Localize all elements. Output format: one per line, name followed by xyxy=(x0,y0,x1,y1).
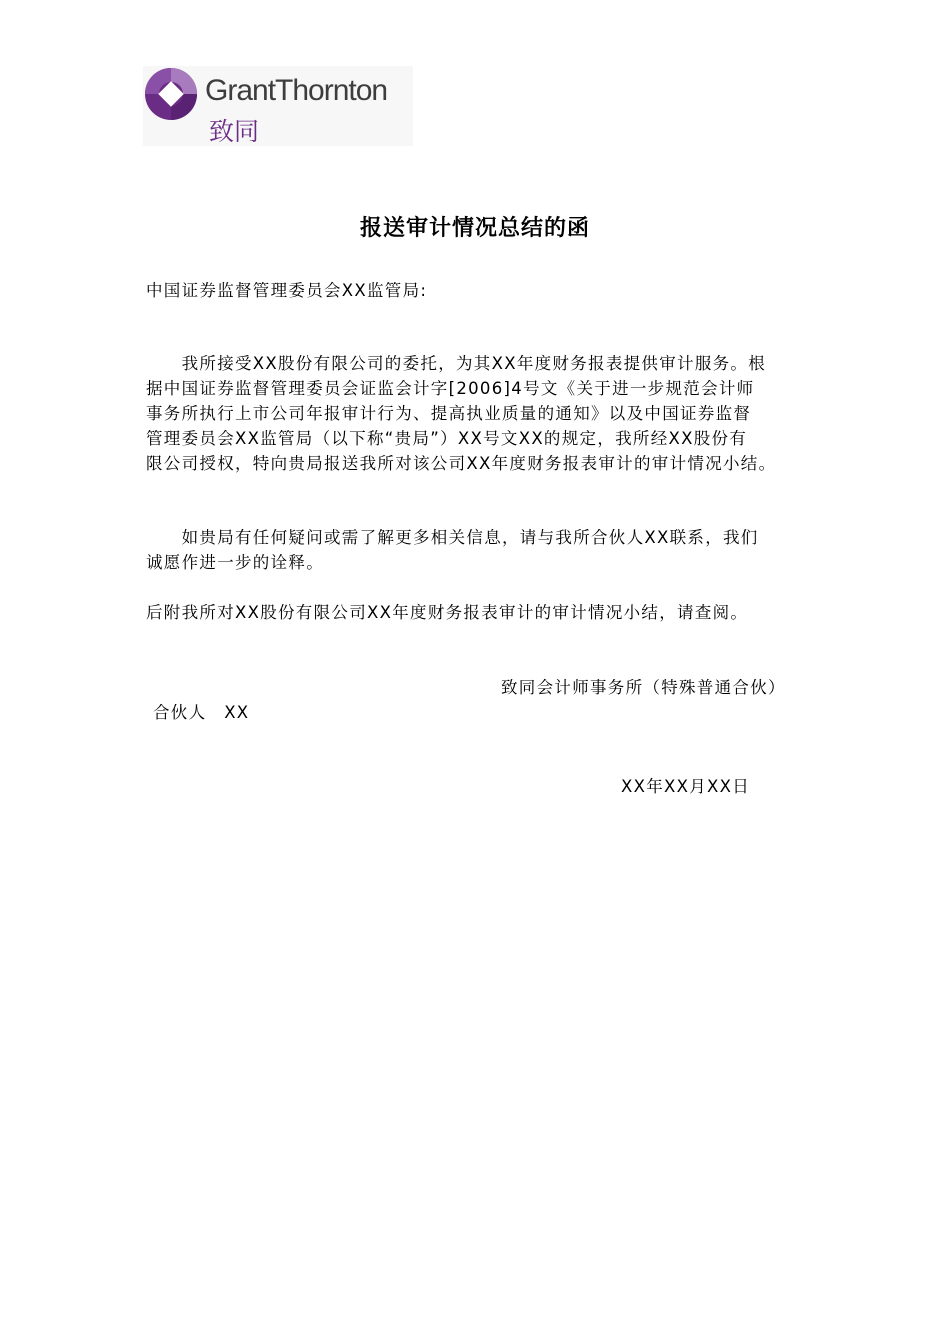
signature-date: XX年XX月XX日 xyxy=(621,777,751,796)
paragraph-line: 管理委员会XX监管局（以下称“贵局”）XX号文XX的规定，我所经XX股份有 xyxy=(146,429,748,448)
body-paragraph-2 xyxy=(146,525,826,575)
grant-thornton-logo xyxy=(143,66,413,146)
signature-partner: 合伙人 XX xyxy=(153,703,250,722)
paragraph-line: 据中国证券监督管理委员会证监会计字[2006]4号文《关于进一步规范会计师 xyxy=(146,379,755,398)
body-paragraph-1 xyxy=(146,351,826,476)
paragraph-line: 如贵局有任何疑问或需了解更多相关信息，请与我所合伙人XX联系，我们 xyxy=(146,528,759,547)
addressee: 中国证券监督管理委员会XX监管局: xyxy=(146,281,428,300)
logo-wordmark: GrantThornton xyxy=(205,74,388,107)
paragraph-line: 事务所执行上市公司年报审计行为、提高执业质量的通知》以及中国证券监督 xyxy=(146,404,752,423)
letter-title: 报送审计情况总结的函 xyxy=(359,216,590,241)
paragraph-line: 限公司授权，特向贵局报送我所对该公司XX年度财务报表审计的审计情况小结。 xyxy=(146,454,777,473)
signature-firm: 致同会计师事务所（特殊普通合伙） xyxy=(501,678,786,697)
paragraph-line: 诚愿作进一步的诠释。 xyxy=(146,553,324,572)
logo-chinese-name: 致同 xyxy=(209,117,260,146)
body-paragraph-3: 后附我所对XX股份有限公司XX年度财务报表审计的审计情况小结，请查阅。 xyxy=(146,603,749,622)
paragraph-line: 我所接受XX股份有限公司的委托，为其XX年度财务报表提供审计服务。根 xyxy=(146,354,767,373)
grant-thornton-emblem-icon xyxy=(143,66,199,122)
